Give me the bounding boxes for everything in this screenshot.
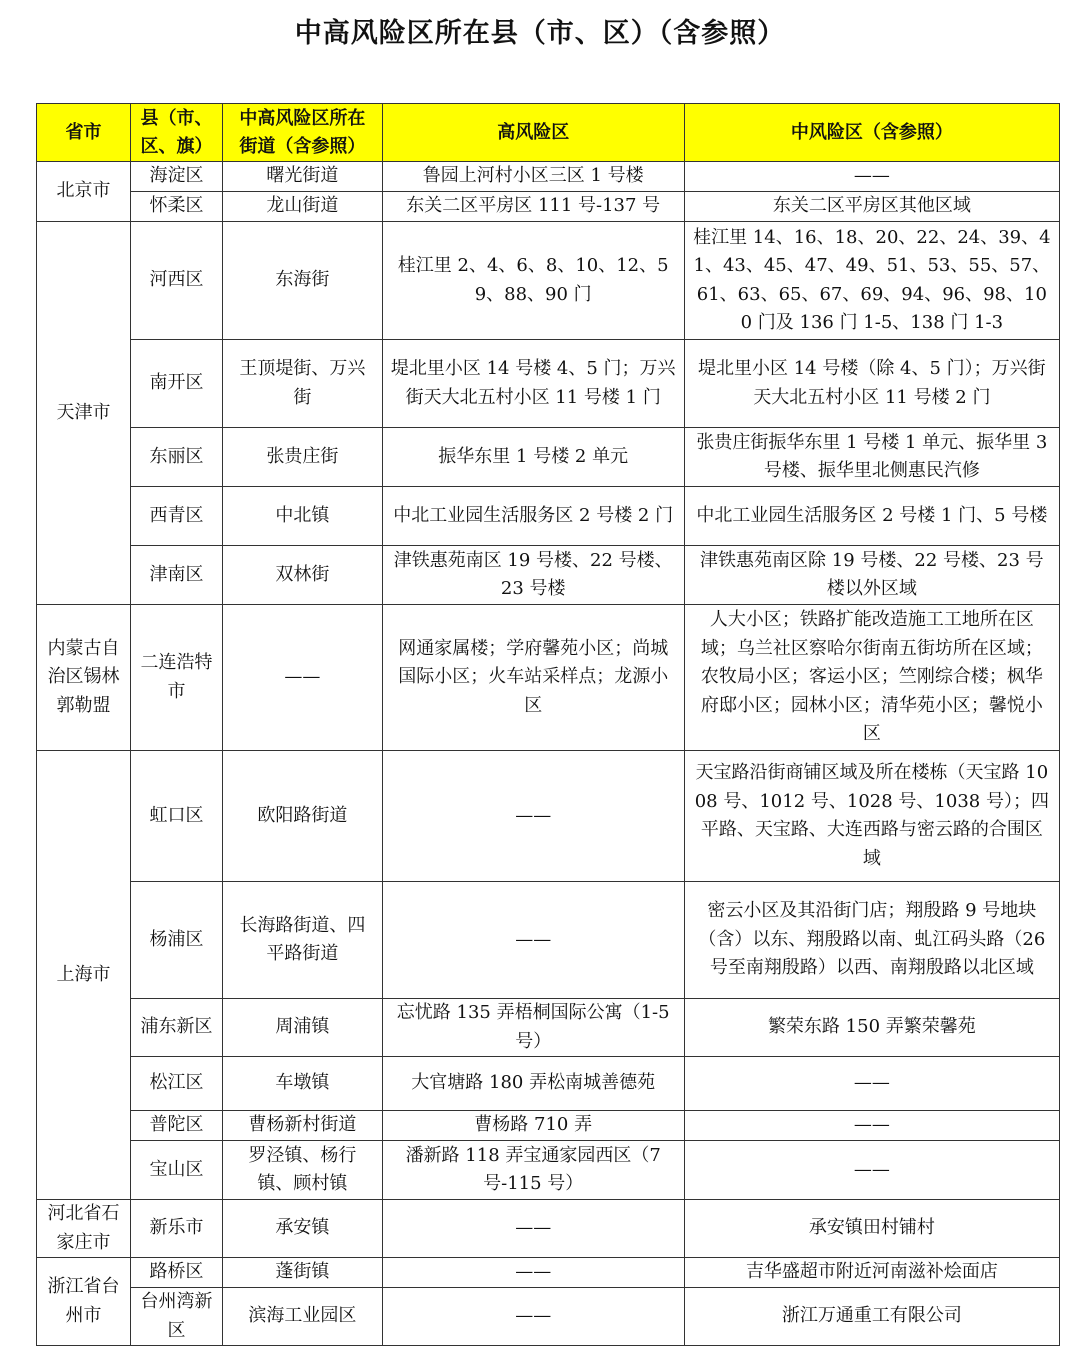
high-risk-cell: 忘忧路 135 弄梧桐国际公寓（1-5 号）	[382, 999, 684, 1057]
street-cell: 滨海工业园区	[222, 1288, 382, 1346]
high-risk-cell: ——	[382, 751, 684, 882]
high-risk-cell: 堤北里小区 14 号楼 4、5 门；万兴街天大北五村小区 11 号楼 1 门	[382, 340, 684, 428]
street-cell: 曹杨新村街道	[222, 1111, 382, 1141]
mid-risk-cell: 承安镇田村铺村	[684, 1200, 1059, 1258]
table-row	[37, 162, 1060, 192]
county-cell: 台州湾新区	[131, 1288, 223, 1346]
street-cell: 曙光街道	[222, 162, 382, 192]
header-high-risk: 高风险区	[382, 104, 684, 162]
mid-risk-cell: 吉华盛超市附近河南滋补烩面店	[684, 1258, 1059, 1288]
page-title: 中高风险区所在县（市、区）（含参照）	[294, 18, 786, 49]
county-cell: 浦东新区	[131, 999, 223, 1057]
county-cell: 海淀区	[131, 162, 223, 192]
street-cell: 长海路街道、四平路街道	[222, 882, 382, 999]
table-row	[37, 546, 1060, 605]
street-cell: ——	[222, 605, 382, 751]
table-row	[37, 428, 1060, 487]
table-row	[37, 1288, 1060, 1346]
county-cell: 松江区	[131, 1057, 223, 1111]
mid-risk-cell: 密云小区及其沿街门店；翔殷路 9 号地块（含）以东、翔殷路以南、虬江码头路（26 号至南翔殷路）以西、南翔殷路以北区域	[684, 882, 1059, 999]
table-row	[37, 192, 1060, 222]
mid-risk-cell: 津铁惠苑南区除 19 号楼、22 号楼、23 号楼以外区域	[684, 546, 1059, 605]
mid-risk-cell: ——	[684, 1141, 1059, 1200]
street-cell: 东海街	[222, 222, 382, 340]
table-row	[37, 222, 1060, 340]
table-row	[37, 1057, 1060, 1111]
county-cell: 新乐市	[131, 1200, 223, 1258]
high-risk-cell: ——	[382, 882, 684, 999]
table-row	[37, 1111, 1060, 1141]
county-cell: 津南区	[131, 546, 223, 605]
street-cell: 欧阳路街道	[222, 751, 382, 882]
table-row	[37, 605, 1060, 751]
header-province: 省市	[37, 104, 131, 162]
high-risk-cell: 津铁惠苑南区 19 号楼、22 号楼、23 号楼	[382, 546, 684, 605]
mid-risk-cell: 张贵庄街振华东里 1 号楼 1 单元、振华里 3 号楼、振华里北侧惠民汽修	[684, 428, 1059, 487]
high-risk-cell: 曹杨路 710 弄	[382, 1111, 684, 1141]
table-row	[37, 1258, 1060, 1288]
mid-risk-cell: 天宝路沿街商铺区域及所在楼栋（天宝路 1008 号、1012 号、1028 号、1038 号）；四平路、天宝路、大连西路与密云路的合围区域	[684, 751, 1059, 882]
province-cell: 浙江省台州市	[37, 1258, 131, 1346]
table-row	[37, 487, 1060, 546]
province-cell: 河北省石家庄市	[37, 1200, 131, 1258]
mid-risk-cell: ——	[684, 162, 1059, 192]
header-county: 县（市、区、旗）	[131, 104, 223, 162]
mid-risk-cell: 繁荣东路 150 弄繁荣馨苑	[684, 999, 1059, 1057]
table-row	[37, 340, 1060, 428]
street-cell: 张贵庄街	[222, 428, 382, 487]
street-cell: 蓬街镇	[222, 1258, 382, 1288]
county-cell: 杨浦区	[131, 882, 223, 999]
high-risk-cell: ——	[382, 1258, 684, 1288]
mid-risk-cell: 东关二区平房区其他区域	[684, 192, 1059, 222]
county-cell: 河西区	[131, 222, 223, 340]
header-mid-risk: 中风险区（含参照）	[684, 104, 1059, 162]
header-street: 中高风险区所在街道（含参照）	[222, 104, 382, 162]
high-risk-cell: 桂江里 2、4、6、8、10、12、59、88、90 门	[382, 222, 684, 340]
county-cell: 怀柔区	[131, 192, 223, 222]
table-row	[37, 882, 1060, 999]
table-row	[37, 1200, 1060, 1258]
county-cell: 虹口区	[131, 751, 223, 882]
mid-risk-cell: ——	[684, 1057, 1059, 1111]
county-cell: 二连浩特市	[131, 605, 223, 751]
high-risk-cell: ——	[382, 1200, 684, 1258]
province-cell: 内蒙古自治区锡林郭勒盟	[37, 605, 131, 751]
mid-risk-cell: 人大小区；铁路扩能改造施工工地所在区域；乌兰社区察哈尔街南五街坊所在区域；农牧局小区；客运小区；竺刚综合楼；枫华府邸小区；园林小区；清华苑小区；馨悦小区	[684, 605, 1059, 751]
province-cell: 天津市	[37, 222, 131, 605]
county-cell: 东丽区	[131, 428, 223, 487]
mid-risk-cell: ——	[684, 1111, 1059, 1141]
street-cell: 车墩镇	[222, 1057, 382, 1111]
street-cell: 双林街	[222, 546, 382, 605]
street-cell: 周浦镇	[222, 999, 382, 1057]
high-risk-cell: 鲁园上河村小区三区 1 号楼	[382, 162, 684, 192]
street-cell: 龙山街道	[222, 192, 382, 222]
high-risk-cell: 振华东里 1 号楼 2 单元	[382, 428, 684, 487]
street-cell: 罗泾镇、杨行镇、顾村镇	[222, 1141, 382, 1200]
street-cell: 中北镇	[222, 487, 382, 546]
high-risk-cell: 中北工业园生活服务区 2 号楼 2 门	[382, 487, 684, 546]
high-risk-cell: 潘新路 118 弄宝通家园西区（7 号-115 号）	[382, 1141, 684, 1200]
table-header-row	[37, 104, 1060, 162]
risk-area-table	[36, 103, 1060, 1346]
mid-risk-cell: 中北工业园生活服务区 2 号楼 1 门、5 号楼	[684, 487, 1059, 546]
high-risk-cell: 网通家属楼；学府馨苑小区；尚城国际小区；火车站采样点；龙源小区	[382, 605, 684, 751]
high-risk-cell: 东关二区平房区 111 号-137 号	[382, 192, 684, 222]
table-row	[37, 999, 1060, 1057]
county-cell: 路桥区	[131, 1258, 223, 1288]
table-row	[37, 751, 1060, 882]
mid-risk-cell: 桂江里 14、16、18、20、22、24、39、41、43、45、47、49、51、53、55、57、61、63、65、67、69、94、96、98、100 门及 136 门 1-5、138 门 1-3	[684, 222, 1059, 340]
province-cell: 北京市	[37, 162, 131, 222]
mid-risk-cell: 浙江万通重工有限公司	[684, 1288, 1059, 1346]
high-risk-cell: ——	[382, 1288, 684, 1346]
street-cell: 王顶堤街、万兴街	[222, 340, 382, 428]
county-cell: 宝山区	[131, 1141, 223, 1200]
high-risk-cell: 大官塘路 180 弄松南城善德苑	[382, 1057, 684, 1111]
mid-risk-cell: 堤北里小区 14 号楼（除 4、5 门）；万兴街天大北五村小区 11 号楼 2 门	[684, 340, 1059, 428]
county-cell: 普陀区	[131, 1111, 223, 1141]
county-cell: 南开区	[131, 340, 223, 428]
table-row	[37, 1141, 1060, 1200]
street-cell: 承安镇	[222, 1200, 382, 1258]
province-cell: 上海市	[37, 751, 131, 1200]
county-cell: 西青区	[131, 487, 223, 546]
